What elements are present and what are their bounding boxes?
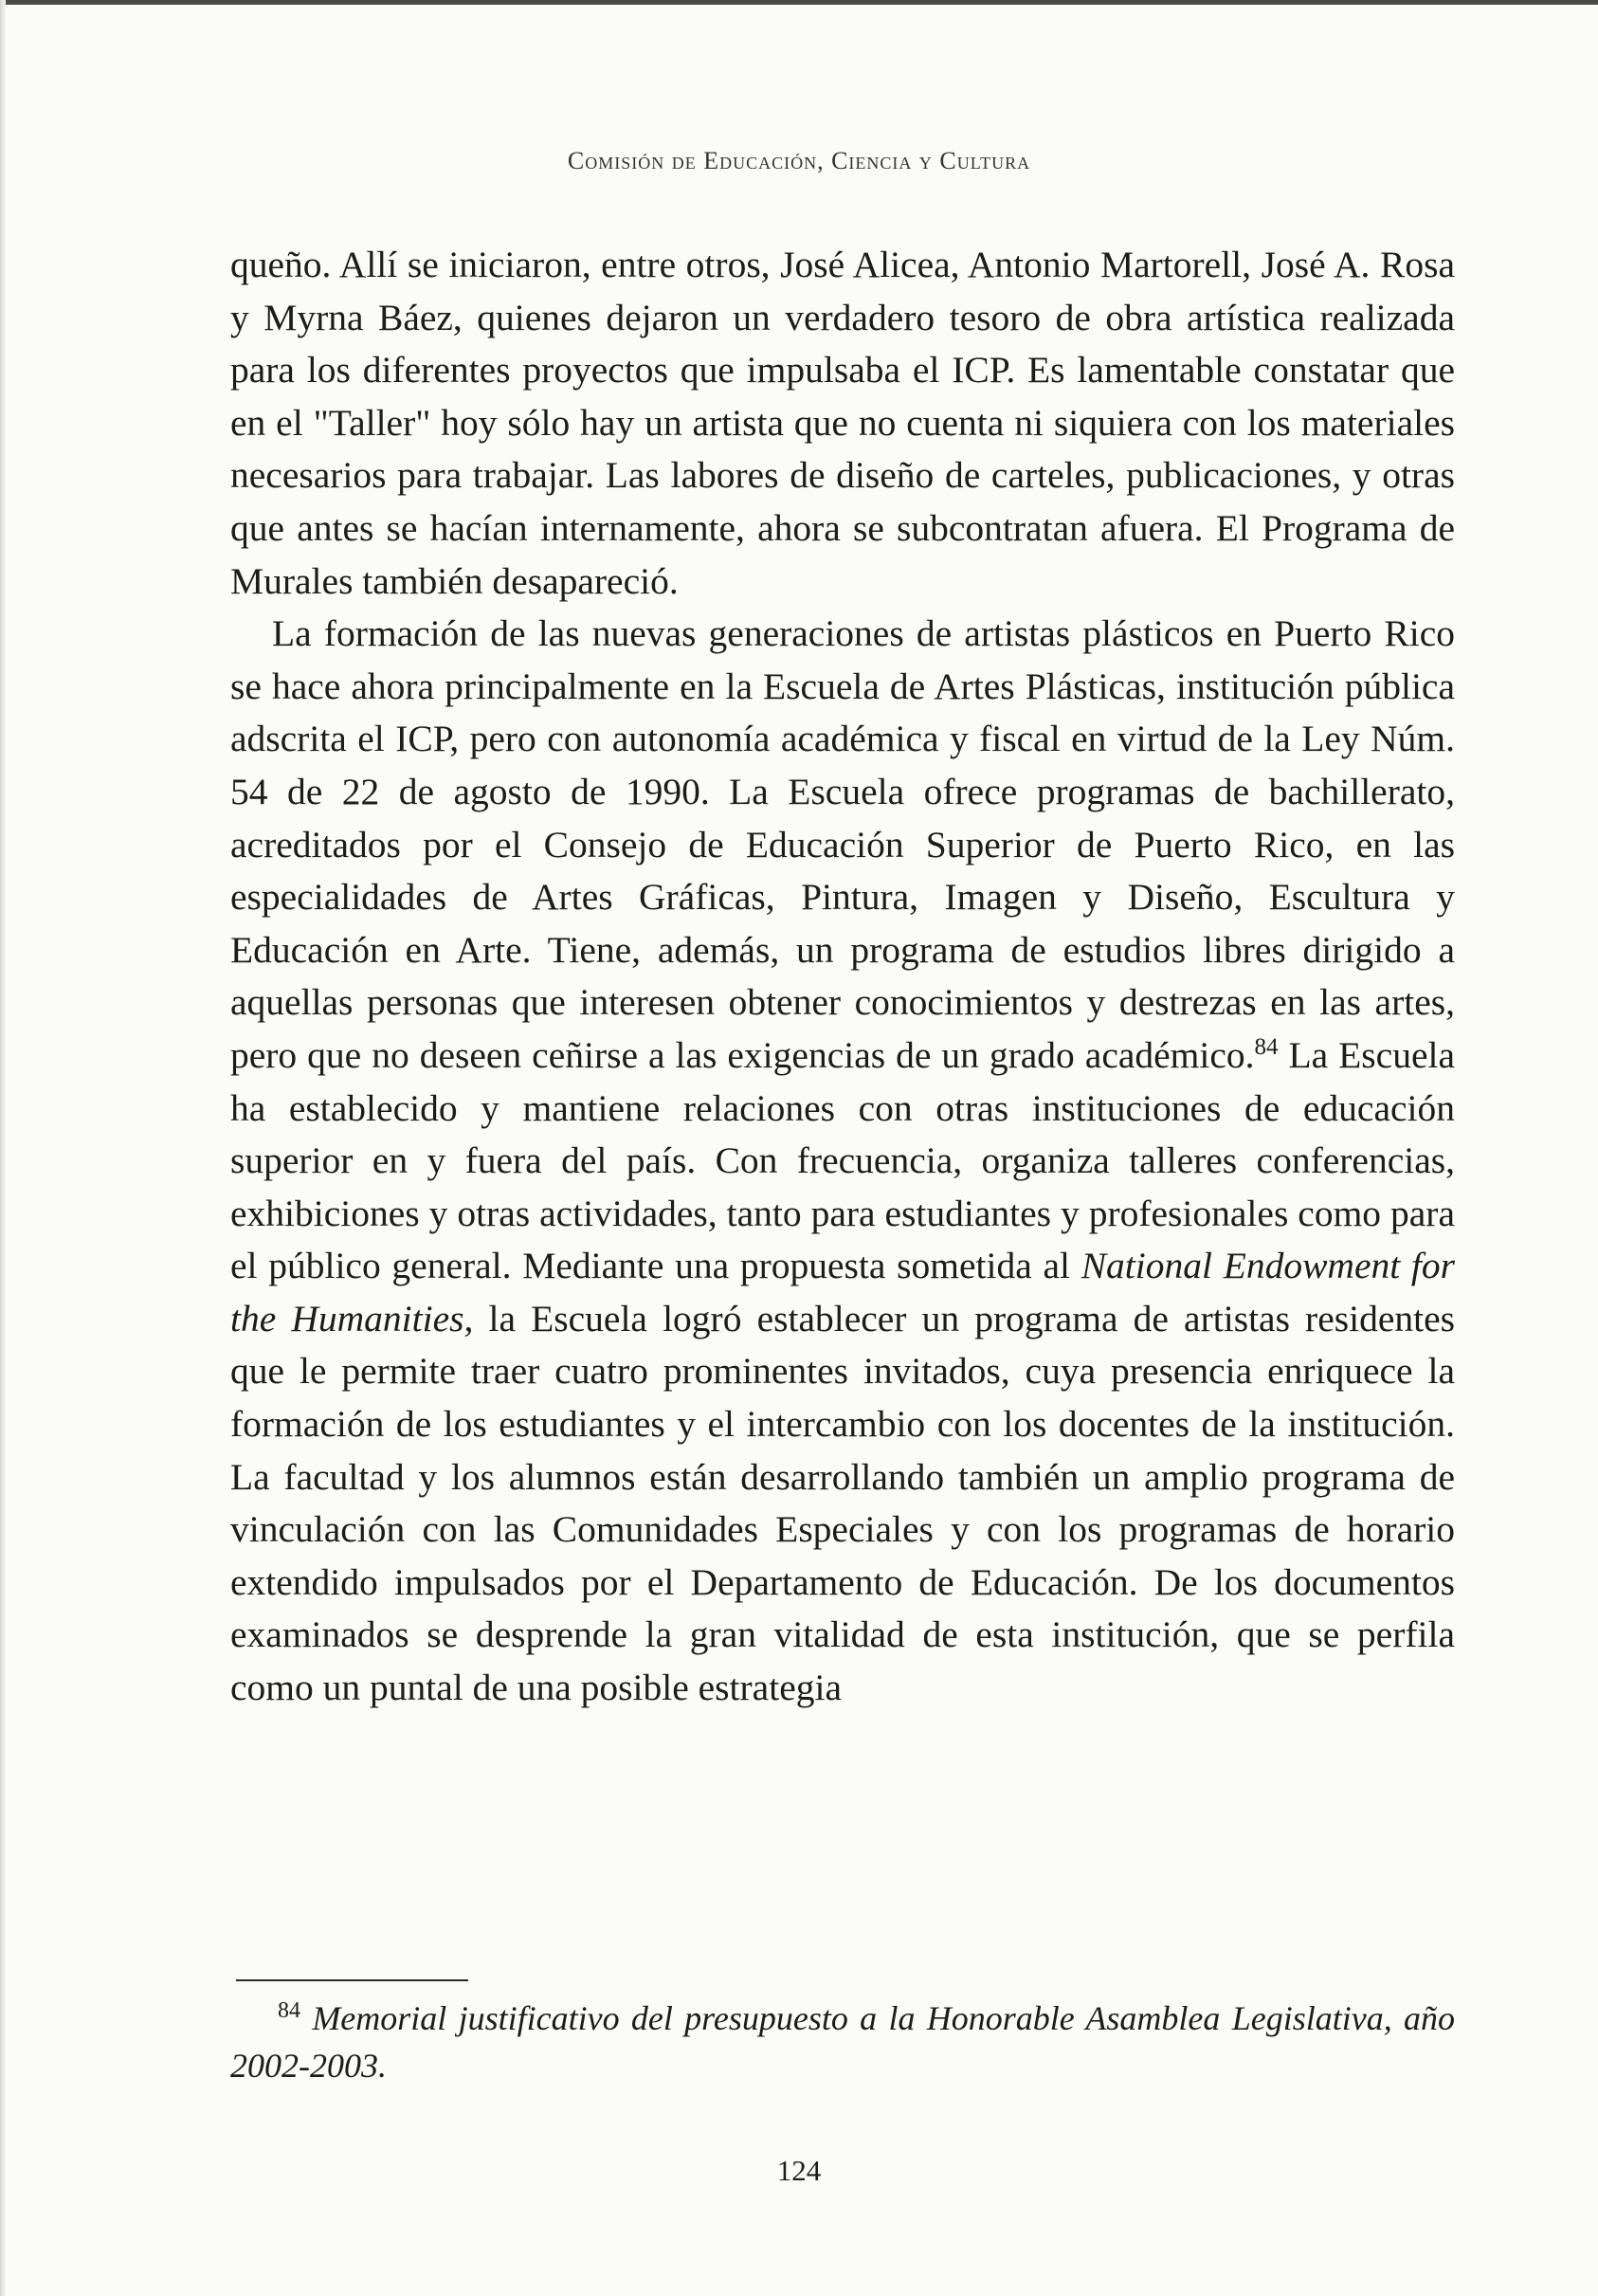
- paragraph-text: queño. Allí se iniciaron, entre otros, José Alicea, Antonio Martorell, José A. Rosa y Myrna Báez, quienes dejaron un verdadero tesoro de obra artística realizada para los diferentes proyectos que impulsaba el ICP. Es lamentable constatar que en el "Taller" hoy sólo hay un artista que no cuenta ni siquiera con los materiales necesarios para trabajar. Las labores de diseño de carteles, publicaciones, y otras que antes se hacían internamente, ahora se subcontratan afuera. El Programa de Murales también desapareció.: [230, 244, 1455, 602]
- running-head: Comisión de Educación, Ciencia y Cultura: [567, 147, 1031, 174]
- paragraph-text: la Escuela logró establecer un programa de artistas residentes que le permite traer cuatro prominentes invitados, cuya presencia enriquece la formación de los estudiantes y el intercambio con los docentes de la institución. La facultad y los alumnos están desarrollando también un amplio programa de vinculación con las Comunidades Especiales y con los programas de horario extendido impulsados por el Departamento de Educación. De los documentos examinados se desprende la gran vitalidad de esta institución, que se perfila como un puntal de una posible estrategia: [230, 1297, 1456, 1709]
- italic-title: National Endowment for the Humanities,: [230, 1245, 1456, 1339]
- paragraph-escuela-artes: [230, 608, 1455, 1714]
- footnote-separator: [236, 1979, 468, 1981]
- page-top-edge: [0, 0, 1598, 5]
- paragraph-text: La formación de las nuevas generaciones de artistas plásticos en Puerto Rico se hace ahora principalmente en la Escuela de Artes Plásticas, institución pública adscrita el ICP, pero con autonomía académica y fiscal en virtud de la Ley Núm. 54 de 22 de agosto de 1990. La Escuela ofrece programas de bachillerato, acreditados por el Consejo de Educación Superior de Puerto Rico, en las especialidades de Artes Gráficas, Pintura, Imagen y Diseño, Escultura y Educación en Arte. Tiene, además, un programa de estudios libres dirigido a aquellas personas que interesen obtener conocimientos y destrezas en las artes, pero que no deseen ceñirse a las exigencias de un grado académico.: [230, 612, 1455, 1076]
- paragraph-text: La Escuela ha establecido y mantiene relaciones con otras instituciones de educación superior en y fuera del país. Con frecuencia, organiza talleres conferencias, exhibiciones y otras actividades, tanto para estudiantes y profesionales como para el público general. Mediante una propuesta sometida al: [230, 1033, 1455, 1287]
- footnote-number: 84: [278, 1998, 300, 2023]
- footnote: [230, 1995, 1455, 2089]
- footnote-reference[interactable]: 84: [1254, 1033, 1279, 1060]
- page-number: 124: [776, 2154, 822, 2187]
- paragraph-continued: [230, 239, 1455, 608]
- body-text: [230, 239, 1455, 1715]
- page-left-edge: [0, 0, 6, 2296]
- footnote-text: Memorial justificativo del presupuesto a la Honorable Asamblea Legislativa, año 2002-2003.: [230, 1999, 1456, 2085]
